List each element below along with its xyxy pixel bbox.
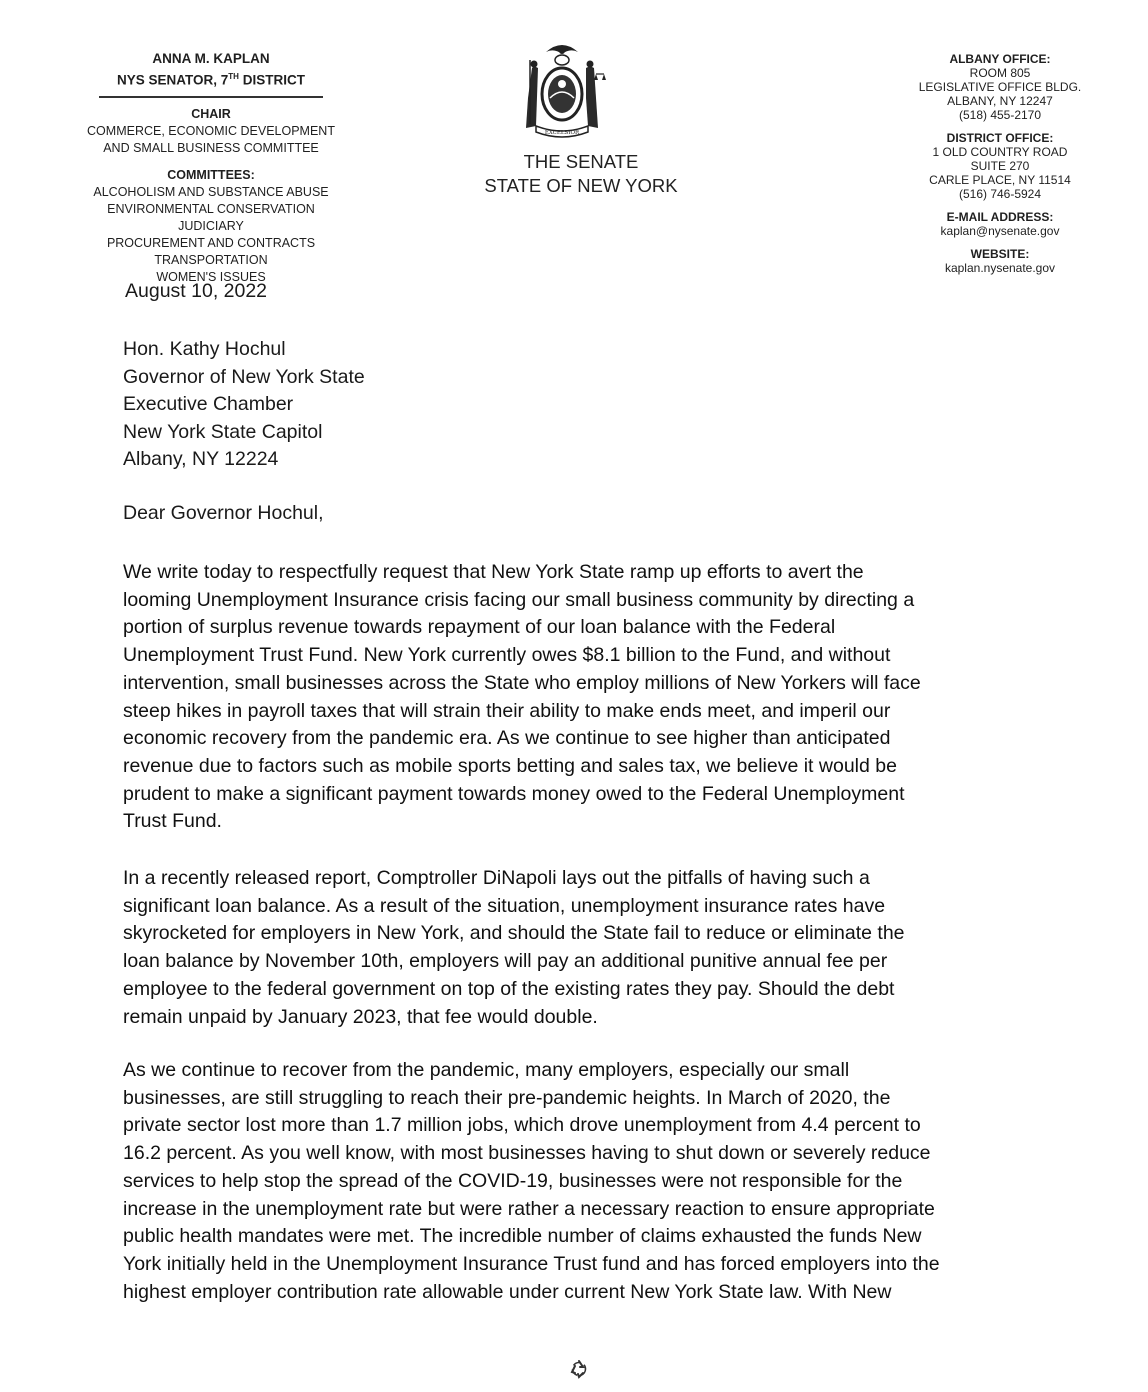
paragraph-line: businesses, are still struggling to reach their pre-pandemic heights. In March of 2020, the — [123, 1086, 891, 1109]
district-office-line: SUITE 270 — [970, 159, 1030, 173]
committees-label: COMMITTEES: — [167, 167, 255, 182]
paragraph-line: prudent to make a significant payment towards money owed to the Federal Unemployment — [123, 782, 905, 805]
new-york-state-seal-icon — [516, 38, 608, 138]
albany-office-line: LEGISLATIVE OFFICE BLDG. — [918, 80, 1082, 94]
paragraph-line: remain unpaid by January 2023, that fee would double. — [123, 1005, 598, 1028]
paragraph-line: intervention, small businesses across the State who employ millions of New Yorkers will face — [123, 671, 921, 694]
senate-line: STATE OF NEW YORK — [484, 175, 678, 196]
chair-label: CHAIR — [191, 106, 231, 121]
albany-office-line: ALBANY, NY 12247 — [947, 94, 1053, 108]
albany-office-line: ROOM 805 — [969, 66, 1031, 80]
paragraph-line: significant loan balance. As a result of the situation, unemployment insurance rates have — [123, 894, 886, 917]
paragraph-line: employee to the federal government on top of the existing rates they pay. Should the debt — [123, 977, 895, 1000]
district-office-line: CARLE PLACE, NY 11514 — [929, 173, 1071, 187]
paragraph-line: highest employer contribution rate allowable under current New York State law. With New — [123, 1280, 892, 1303]
paragraph-line: Unemployment Trust Fund. New York currently owes $8.1 billion to the Fund, and without — [123, 644, 891, 667]
address-line: Hon. Kathy Hochul — [123, 338, 286, 360]
paragraph-line: As we continue to recover from the pandemic, many employers, especially our small — [123, 1059, 850, 1081]
district-office-line: (516) 746-5924 — [958, 187, 1042, 201]
committee-item: WOMEN'S ISSUES — [156, 269, 266, 284]
senate-line: THE SENATE — [523, 151, 639, 172]
paragraph-line: loan balance by November 10th, employers will pay an additional punitive annual fee per — [123, 950, 888, 973]
albany-office-line: (518) 455-2170 — [958, 108, 1042, 122]
committee-item: PROCUREMENT AND CONTRACTS — [106, 235, 316, 250]
salutation: Dear Governor Hochul, — [123, 502, 324, 524]
address-line: New York State Capitol — [123, 420, 323, 443]
paragraph-line: skyrocketed for employers in New York, and should the State fail to reduce or eliminate the — [123, 922, 905, 945]
letterhead-right — [900, 52, 1100, 275]
albany-office-label: ALBANY OFFICE: — [949, 52, 1051, 66]
paragraph-line: revenue due to factors such as mobile sports betting and sales tax, we believe it would be — [123, 754, 897, 777]
paragraph-line: portion of surplus revenue towards repayment of our loan balance with the Federal — [123, 616, 836, 639]
paragraph-line: In a recently released report, Comptroller DiNapoli lays out the pitfalls of having such a — [123, 867, 870, 889]
paragraph-1 — [123, 559, 1023, 836]
district-office-line: 1 OLD COUNTRY ROAD — [932, 145, 1068, 159]
recipient-address — [123, 336, 365, 474]
paragraph-2 — [123, 865, 1023, 1031]
svg-text:EXCELSIOR: EXCELSIOR — [544, 130, 580, 136]
paragraph-line: We write today to respectfully request that New York State ramp up efforts to avert the — [123, 561, 864, 583]
committee-item: ENVIRONMENTAL CONSERVATION — [107, 201, 315, 216]
paragraph-line: services to help stop the spread of the COVID-19, businesses were not responsible for the — [123, 1169, 903, 1192]
recycle-icon — [568, 1358, 590, 1380]
paragraph-line: 16.2 percent. As you well know, with most businesses having to shut down or severely reduce — [123, 1142, 931, 1165]
paragraph-line: public health mandates were met. The incredible number of claims exhausted the funds New — [123, 1225, 922, 1248]
email-address: kaplan@nysenate.gov — [940, 224, 1060, 238]
address-line: Executive Chamber — [123, 393, 294, 416]
paragraph-line: Trust Fund. — [123, 810, 222, 833]
chair-committee-line: COMMERCE, ECONOMIC DEVELOPMENT — [87, 123, 335, 138]
senator-title: NYS SENATOR, 7TH DISTRICT — [117, 72, 305, 88]
chair-committee-line: AND SMALL BUSINESS COMMITTEE — [103, 140, 319, 155]
paragraph-line: private sector lost more than 1.7 million jobs, which drove unemployment from 4.4 percent to — [123, 1114, 921, 1137]
district-office-label: DISTRICT OFFICE: — [946, 131, 1054, 145]
committee-item: TRANSPORTATION — [154, 252, 268, 267]
paragraph-line: increase in the unemployment rate but were rather a necessary reaction to ensure appropriate — [123, 1197, 935, 1220]
paragraph-line: steep hikes in payroll taxes that will strain their ability to make ends meet, and imperil our — [123, 699, 891, 722]
website-address: kaplan.nysenate.gov — [944, 261, 1056, 275]
paragraph-line: economic recovery from the pandemic era. As we continue to see higher than anticipated — [123, 727, 891, 750]
senator-name: ANNA M. KAPLAN — [152, 51, 270, 66]
paragraph-3 — [123, 1057, 1023, 1306]
divider — [99, 96, 323, 98]
email-label: E-MAIL ADDRESS: — [946, 210, 1054, 224]
letter-date: August 10, 2022 — [125, 280, 268, 302]
website-label: WEBSITE: — [970, 247, 1030, 261]
senate-heading — [470, 150, 692, 198]
paragraph-line: looming Unemployment Insurance crisis facing our small business community by directing a — [123, 588, 915, 611]
letterhead-left — [80, 50, 342, 286]
committee-item: ALCOHOLISM AND SUBSTANCE ABUSE — [93, 184, 329, 199]
committee-item: JUDICIARY — [178, 218, 244, 233]
address-line: Albany, NY 12224 — [123, 448, 279, 471]
paragraph-line: York initially held in the Unemployment Insurance Trust fund and has forced employers into the — [123, 1252, 940, 1275]
address-line: Governor of New York State — [123, 365, 365, 388]
